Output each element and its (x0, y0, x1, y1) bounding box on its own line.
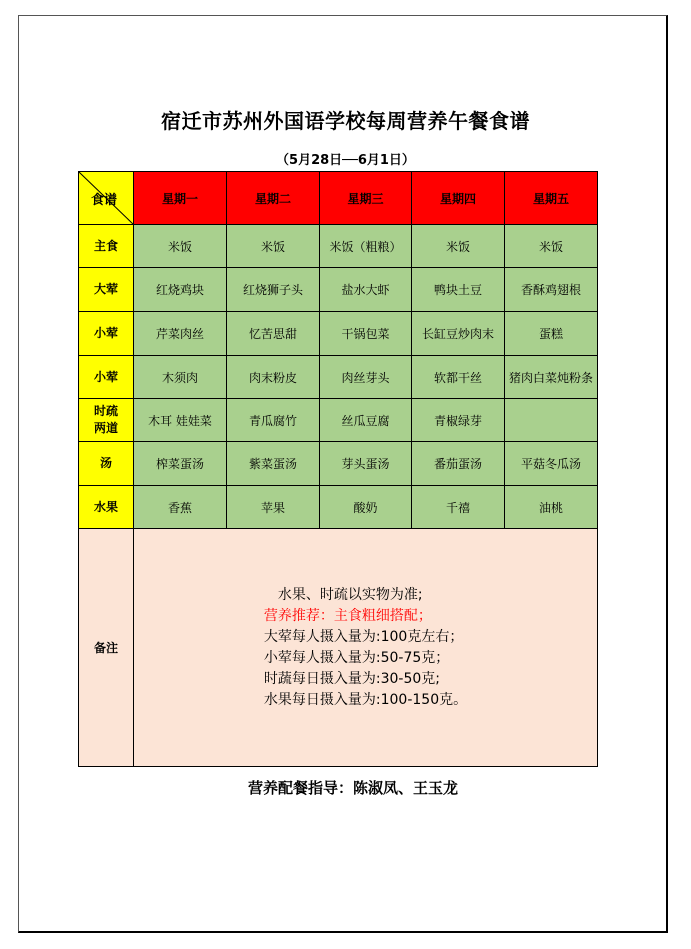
menu-cell: 猪肉白菜炖粉条 (505, 356, 598, 399)
table-row (79, 356, 598, 399)
row-label: 大荤 (79, 268, 134, 312)
menu-cell: 番茄蛋汤 (412, 442, 505, 486)
menu-cell: 芹菜肉丝 (134, 312, 227, 356)
day-header: 星期一 (134, 172, 227, 225)
menu-cell: 平菇冬瓜汤 (505, 442, 598, 486)
row-label-line: 两道 (93, 421, 118, 435)
notes-line: 大荤每人摄入量为:100克左右； (263, 628, 464, 645)
day-header: 星期四 (412, 172, 505, 225)
date-range: （5月28日──6月1日） (276, 153, 415, 168)
menu-cell: 丝瓜豆腐 (320, 399, 412, 442)
menu-cell: 榨菜蛋汤 (134, 442, 227, 486)
menu-cell: 木耳 娃娃菜 (134, 399, 227, 442)
menu-cell: 芽头蛋汤 (320, 442, 412, 486)
menu-cell: 忆苦思甜 (227, 312, 320, 356)
notes-line: 时蔬每日摄入量为:30-50克; (263, 670, 441, 687)
table-row (79, 442, 598, 486)
menu-cell: 青椒绿芽 (412, 399, 505, 442)
row-label: 小荤 (79, 356, 134, 399)
day-header: 星期五 (505, 172, 598, 225)
menu-table (78, 171, 598, 767)
menu-cell: 木须肉 (134, 356, 227, 399)
notes-line: 小荤每人摄入量为:50-75克； (263, 649, 450, 666)
notes-highlight-line: 营养推荐：主食粗细搭配； (263, 607, 432, 624)
table-row (79, 486, 598, 529)
menu-cell: 肉丝芽头 (320, 356, 412, 399)
menu-cell: 米饭 (505, 225, 598, 268)
notes-label: 备注 (79, 529, 134, 767)
notes-cell (134, 529, 598, 767)
notes-line: 水果、时疏以实物为准; (277, 586, 423, 603)
menu-cell: 油桃 (505, 486, 598, 529)
menu-cell: 酸奶 (320, 486, 412, 529)
menu-cell: 鸭块土豆 (412, 268, 505, 312)
menu-cell: 红烧鸡块 (134, 268, 227, 312)
header-row (79, 172, 598, 225)
menu-cell: 青瓜腐竹 (227, 399, 320, 442)
menu-cell: 盐水大虾 (320, 268, 412, 312)
menu-cell: 软都干丝 (412, 356, 505, 399)
corner-label: 食谱 (91, 193, 118, 208)
day-header: 星期二 (227, 172, 320, 225)
day-header: 星期三 (320, 172, 412, 225)
menu-cell: 米饭 (227, 225, 320, 268)
row-label (79, 399, 134, 442)
menu-cell: 肉末粉皮 (227, 356, 320, 399)
menu-cell: 千禧 (412, 486, 505, 529)
notes-text (264, 585, 467, 711)
row-label: 水果 (79, 486, 134, 529)
corner-cell (79, 172, 134, 225)
menu-cell: 苹果 (227, 486, 320, 529)
page-title: 宿迁市苏州外国语学校每周营养午餐食谱 (161, 109, 530, 133)
menu-cell: 红烧狮子头 (227, 268, 320, 312)
table-row (79, 312, 598, 356)
nutrition-guidance-credit: 营养配餐指导：陈淑凤、王玉龙 (248, 779, 459, 797)
menu-cell: 米饭（粗粮） (320, 225, 412, 268)
notes-line: 水果每日摄入量为:100-150克。 (263, 691, 468, 708)
row-label: 汤 (79, 442, 134, 486)
menu-cell: 紫菜蛋汤 (227, 442, 320, 486)
row-label: 主食 (79, 225, 134, 268)
menu-cell: 干锅包菜 (320, 312, 412, 356)
notes-row (79, 529, 598, 767)
menu-cell: 香蕉 (134, 486, 227, 529)
row-label: 小荤 (79, 312, 134, 356)
menu-cell: 长缸豆炒肉末 (412, 312, 505, 356)
menu-cell: 香酥鸡翅根 (505, 268, 598, 312)
menu-cell: 米饭 (412, 225, 505, 268)
table-row (79, 268, 598, 312)
table-row (79, 225, 598, 268)
menu-cell (505, 399, 598, 442)
row-label-line: 时疏 (93, 404, 118, 418)
menu-cell: 蛋糕 (505, 312, 598, 356)
menu-cell: 米饭 (134, 225, 227, 268)
table-row (79, 399, 598, 442)
